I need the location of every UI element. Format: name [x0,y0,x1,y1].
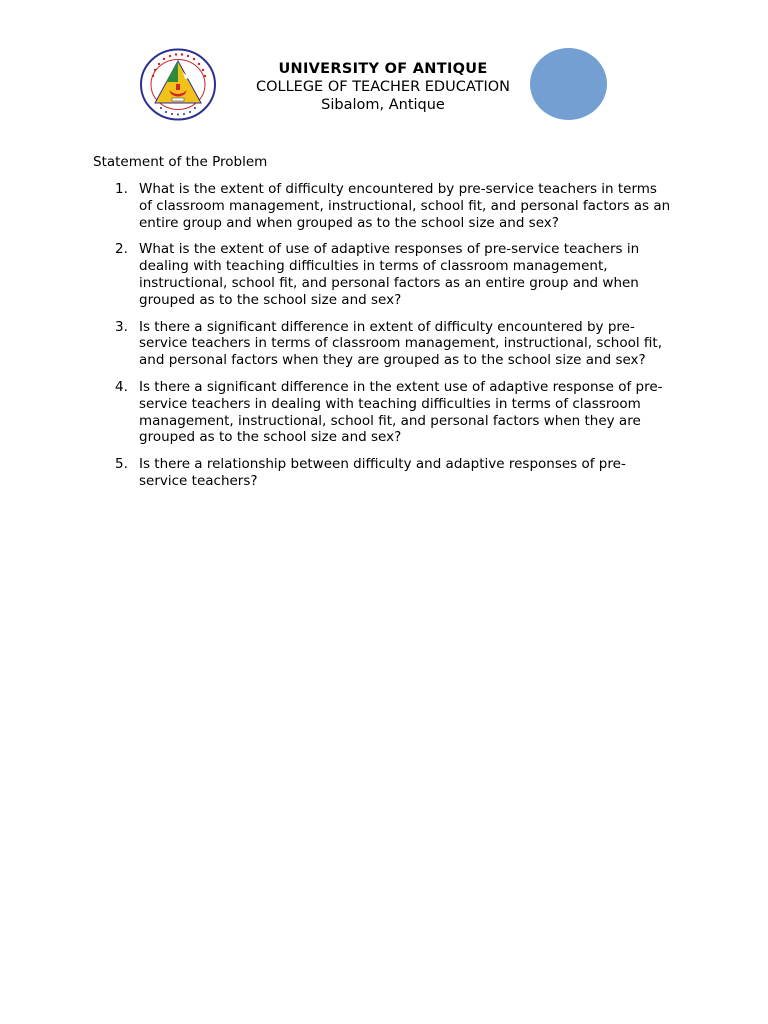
list-item [93,456,673,490]
list-item [93,241,673,308]
university-name: UNIVERSITY OF ANTIQUE [278,61,488,77]
list-number: 5. [115,456,128,473]
list-item-text: Is there a significant difference in extent of difficulty encountered by pre-service teachers in terms of classroom management, instructional, school fit, and personal factors when they are grouped as to the school size and sex? [139,318,662,369]
list-item [93,181,673,231]
problem-list [93,181,673,500]
section-title: Statement of the Problem [93,154,268,170]
list-item-text: Is there a significant difference in the extent use of adaptive response of pre-service teachers in dealing with teaching difficulties in terms of classroom management, instructional, school fit, and personal factors when they are grouped as to the school size and sex? [139,378,663,446]
list-item [93,379,673,446]
document-header [230,60,536,114]
list-item-text: What is the extent of use of adaptive responses of pre-service teachers in dealing with teaching difficulties in terms of classroom management, instructional, school fit, and personal factors as an entire group and when grouped as to the school size and sex? [139,241,640,308]
list-number: 3. [115,318,128,335]
university-seal-icon [139,48,217,121]
list-item-text: Is there a relationship between difficulty and adaptive responses of pre-service teachers? [139,456,626,489]
campus-location: Sibalom, Antique [321,97,445,113]
list-item-text: What is the extent of difficulty encountered by pre-service teachers in terms of classroom management, instructional, school fit, and personal factors as an entire group and when grouped as to the school size and sex? [139,181,671,231]
list-item [93,319,673,369]
list-number: 1. [115,181,128,197]
blue-ellipse-shape [530,48,607,120]
list-number: 4. [115,378,128,395]
college-name: COLLEGE OF TEACHER EDUCATION [255,79,511,95]
list-number: 2. [115,241,128,258]
